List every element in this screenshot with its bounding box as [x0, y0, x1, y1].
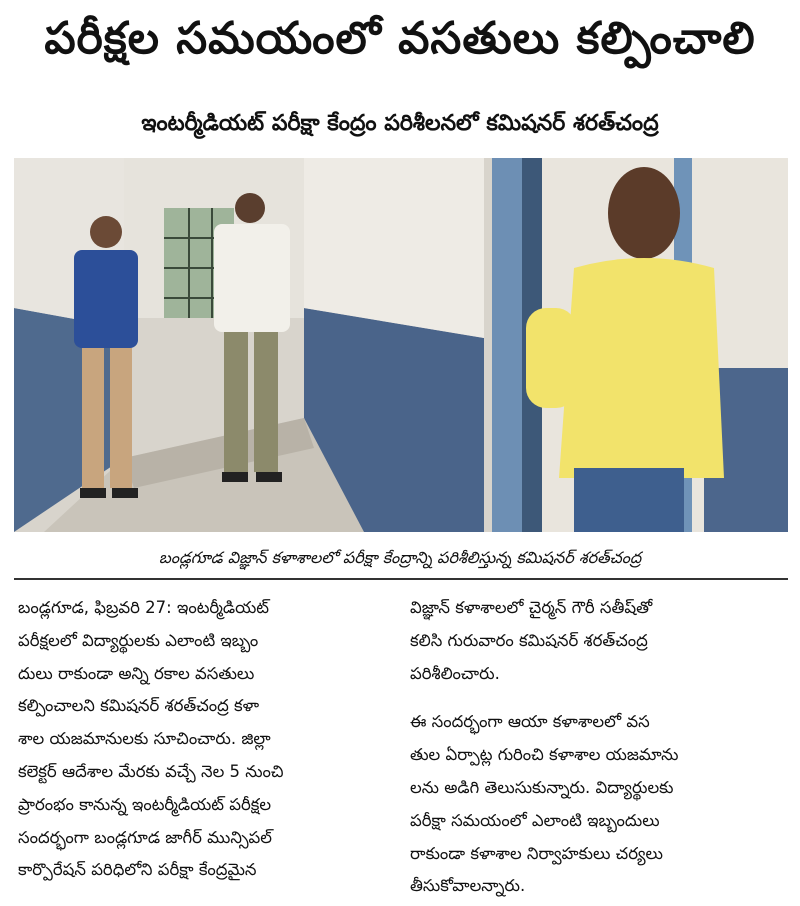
article-line: తుల ఏర్పాట్ల గురించి కళాశాల యజమాను	[410, 745, 679, 765]
article-line: పరీక్షా సమయంలో ఎలాంటి ఇబ్బందులు	[410, 810, 660, 830]
article-line: శాల యజమానులకు సూచించారు. జిల్లా	[18, 729, 271, 749]
article-line: బండ్లగూడ, ఫిబ్రవరి 27: ఇంటర్మీడియట్	[18, 598, 270, 617]
article-line: ప్రారంభం కానున్న ఇంటర్మీడియట్ పరీక్షల	[18, 794, 272, 814]
paragraph-gap	[410, 690, 780, 706]
article-line: పరిశీలించారు.	[410, 663, 500, 683]
news-photo	[14, 158, 788, 532]
photo-caption: బండ్లగూడ విజ్ఞాన్ కళాశాలలో పరీక్షా కేంద్రాన్ని పరిశీలిస్తున్న కమిషనర్ శరత్‌చంద్ర	[158, 548, 642, 567]
article-left-column	[18, 592, 388, 887]
article-line: విజ్ఞాన్ కళాశాలలో చైర్మన్ గౌరీ సతీష్‌తో	[410, 598, 653, 617]
article-line: కల్పించాలని కమిషనర్ శరత్‌చంద్ర కళా	[18, 696, 260, 716]
article-line: రాకుండా కళాశాల నిర్వాహకులు చర్యలు	[410, 843, 663, 863]
article-line: లను అడిగి తెలుసుకున్నారు. విద్యార్థులకు	[410, 777, 674, 797]
article-line: కలెక్టర్ ఆదేశాల మేరకు వచ్చే నెల 5 నుంచి	[18, 761, 284, 781]
article-line: కార్పొరేషన్ పరిధిలోని పరీక్షా కేంద్రమైన	[18, 860, 257, 880]
article-right-column	[410, 592, 780, 903]
article-line: కలిసి గురువారం కమిషనర్ శరత్‌చంద్ర	[410, 630, 648, 650]
article-line: తీసుకోవాలన్నారు.	[410, 876, 526, 896]
divider	[14, 578, 788, 580]
article-line: దులు రాకుండా అన్ని రకాల వసతులు	[18, 663, 255, 683]
headline: పరీక్షల సమయంలో వసతులు కల్పించాలి	[44, 13, 756, 64]
article-line: సందర్భంగా బండ్లగూడ జాగీర్ మున్సిపల్	[18, 827, 272, 847]
article-line: పరీక్షలలో విద్యార్థులకు ఎలాంటి ఇబ్బం	[18, 630, 259, 650]
subheadline: ఇంటర్మీడియట్ పరీక్షా కేంద్రం పరిశీలనలో కమిషనర్ శరత్‌చంద్ర	[141, 111, 659, 136]
article-line: ఈ సందర్భంగా ఆయా కళాశాలలో వస	[410, 712, 650, 732]
